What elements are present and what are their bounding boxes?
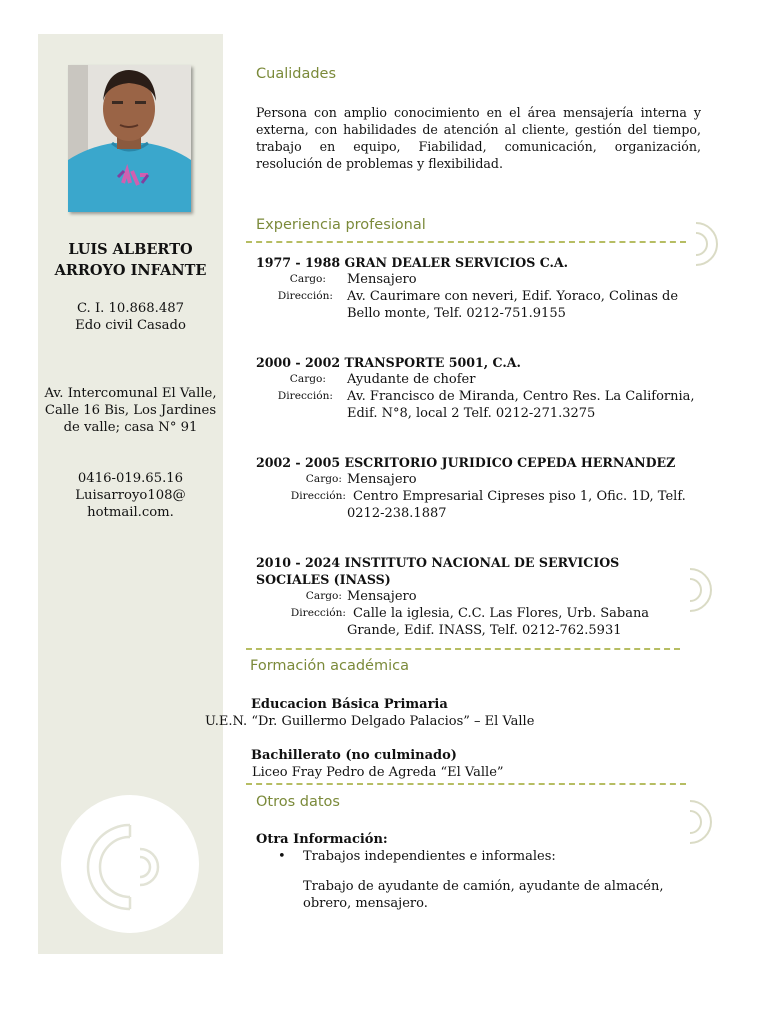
job-address: Centro Empresarial Cipreses piso 1, Ofic. 1D, Telf. 0212-238.1887: [347, 489, 686, 521]
job-title: 2000 - 2002 TRANSPORTE 5001, C.A.: [256, 355, 521, 370]
job-address: Calle la iglesia, C.C. Las Flores, Urb. Sabana Grande, Edif. INASS, Telf. 0212-762.5931: [347, 606, 650, 638]
education-place: U.E.N. “Dr. Guillermo Delgado Palacios” – El Valle: [205, 714, 535, 729]
section-divider: [246, 783, 686, 785]
decorative-arc-icon: [688, 566, 712, 614]
qualities-paragraph: Persona con amplio conocimiento en el área mensajería interna y externa, con habilidades de atención al cliente, gestión del tiempo, trabajo en equipo, Fiabilidad, comunicación, organización, resolución de problemas y flexibilidad.: [256, 105, 701, 171]
decorative-logo-icon: [84, 823, 174, 913]
home-address: Av. Intercomunal El Valle, Calle 16 Bis, Los Jardines de valle; casa N° 91: [44, 386, 217, 435]
person-portrait-image: [68, 65, 191, 212]
other-info-detail: Trabajo de ayudante de camión, ayudante de almacén, obrero, mensajero.: [303, 879, 664, 911]
education-place: Liceo Fray Pedro de Agreda “El Valle”: [252, 765, 504, 780]
contact-block: [38, 470, 223, 521]
email-line-1: Luisarroyo108@: [75, 488, 186, 503]
education-title: Bachillerato (no culminado): [251, 748, 457, 763]
section-divider: [246, 648, 680, 650]
name-line-2: ARROYO INFANTE: [54, 262, 207, 279]
section-heading-cualidades: Cualidades: [256, 66, 337, 82]
direccion-label: Dirección:: [290, 607, 346, 619]
id-block: [38, 300, 223, 334]
section-heading-otros: Otros datos: [256, 794, 340, 810]
job-position: Ayudante de chofer: [347, 372, 476, 387]
decorative-arc-icon: [694, 220, 718, 268]
cargo-label: Cargo:: [289, 373, 326, 385]
section-heading-formacion: Formación académica: [250, 658, 409, 674]
profile-photo: [68, 65, 191, 212]
cargo-label: Cargo:: [289, 273, 326, 285]
section-heading-experiencia: Experiencia profesional: [256, 217, 426, 233]
direccion-label: Dirección:: [277, 290, 333, 302]
email-line-2: hotmail.com.: [87, 505, 174, 520]
decorative-arc-icon: [688, 798, 712, 846]
job-address: Av. Francisco de Miranda, Centro Res. La California, Edif. N°8, local 2 Telf. 0212-271.3275: [347, 389, 695, 421]
direccion-label: Dirección:: [290, 490, 346, 502]
job-position: Mensajero: [347, 272, 417, 287]
civil-status: Edo civil Casado: [75, 318, 186, 333]
job-title: 1977 - 1988 GRAN DEALER SERVICIOS C.A.: [256, 255, 569, 270]
name-line-1: LUIS ALBERTO: [68, 241, 193, 258]
job-address: Av. Caurimare con neveri, Edif. Yoraco, Colinas de Bello monte, Telf. 0212-751.9155: [347, 289, 679, 321]
job-title: 2010 - 2024 INSTITUTO NACIONAL DE SERVICIOS SOCIALES (INASS): [256, 555, 620, 587]
id-number: C. I. 10.868.487: [76, 301, 185, 316]
education-title: Educacion Básica Primaria: [251, 697, 448, 712]
job-position: Mensajero: [347, 472, 417, 487]
job-position: Mensajero: [347, 589, 417, 604]
cargo-label: Cargo:: [305, 473, 342, 485]
job-title: 2002 - 2005 ESCRITORIO JURIDICO CEPEDA HERNANDEZ: [256, 455, 676, 470]
cargo-label: Cargo:: [305, 590, 342, 602]
phone-number: 0416-019.65.16: [77, 471, 184, 486]
candidate-name: [38, 239, 223, 281]
direccion-label: Dirección:: [277, 390, 333, 402]
section-divider: [246, 241, 686, 243]
other-info-subheading: Otra Información:: [256, 832, 388, 847]
other-info-bullet: Trabajos independientes e informales:: [303, 849, 556, 864]
bullet-icon: •: [278, 849, 286, 864]
